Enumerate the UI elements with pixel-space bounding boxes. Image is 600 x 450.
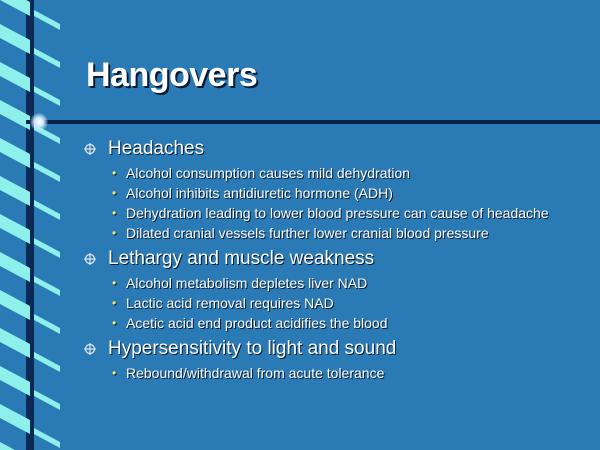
dot-icon: • bbox=[112, 166, 117, 180]
topic-label: Lethargy and muscle weakness bbox=[108, 248, 375, 269]
spiral-ring bbox=[0, 366, 30, 396]
spiral-ring bbox=[34, 86, 60, 106]
spiral-ring bbox=[0, 214, 30, 244]
spiral-ring bbox=[34, 48, 60, 68]
dot-icon: • bbox=[112, 316, 117, 330]
spiral-ring bbox=[0, 290, 30, 320]
list-item: • Alcohol inhibits antidiuretic hormone (ADH) bbox=[112, 185, 393, 201]
dot-icon: • bbox=[112, 296, 117, 310]
dot-icon: • bbox=[112, 206, 117, 220]
spiral-ring bbox=[0, 100, 30, 130]
spiral-ring bbox=[34, 162, 60, 182]
spiral-ring bbox=[34, 276, 60, 296]
spiral-ring bbox=[0, 404, 30, 434]
spiral-ring bbox=[34, 352, 60, 372]
spiral-ring bbox=[0, 0, 30, 16]
spiral-ring bbox=[34, 314, 60, 334]
slide-title: Hangovers bbox=[86, 56, 258, 94]
crosshair-circle-icon bbox=[84, 253, 96, 265]
spiral-ring bbox=[0, 138, 30, 168]
spiral-ring bbox=[0, 176, 30, 206]
crosshair-circle-icon bbox=[84, 143, 96, 155]
spiral-ring bbox=[0, 24, 30, 54]
spiral-ring bbox=[0, 252, 30, 282]
topic-lethargy bbox=[84, 246, 584, 272]
topic-headaches bbox=[84, 136, 584, 162]
title-underline-bar bbox=[26, 120, 600, 124]
topic-label: Headaches bbox=[108, 138, 205, 159]
spiral-ring bbox=[0, 328, 30, 358]
spiral-ring bbox=[34, 428, 60, 448]
list-item: • Lactic acid removal requires NAD bbox=[112, 295, 334, 311]
spiral-ring bbox=[0, 442, 30, 450]
sub-list bbox=[84, 275, 584, 332]
list-item: • Acetic acid end product acidifies the blood bbox=[112, 315, 388, 331]
spiral-ring bbox=[34, 238, 60, 258]
list-item: • Alcohol metabolism depletes liver NAD bbox=[112, 275, 368, 291]
dot-icon: • bbox=[112, 186, 117, 200]
dot-icon: • bbox=[112, 226, 117, 240]
dot-icon: • bbox=[112, 366, 117, 380]
spiral-ring bbox=[34, 10, 60, 30]
spiral-ring bbox=[0, 62, 30, 92]
spiral-ring bbox=[34, 200, 60, 220]
topic-hypersensitivity bbox=[84, 336, 584, 362]
list-item: • Alcohol consumption causes mild dehydration bbox=[112, 165, 411, 181]
spiral-ring bbox=[34, 390, 60, 410]
topic-label: Hypersensitivity to light and sound bbox=[108, 338, 397, 359]
title-bar-highlight bbox=[30, 113, 48, 131]
dot-icon: • bbox=[112, 276, 117, 290]
sub-list bbox=[84, 165, 584, 242]
sub-list bbox=[84, 365, 584, 382]
binder-spiral-decoration bbox=[0, 0, 70, 450]
crosshair-circle-icon bbox=[84, 343, 96, 355]
list-item: • Dehydration leading to lower blood pressure can cause of headache bbox=[112, 205, 549, 221]
slide-content bbox=[84, 136, 584, 386]
list-item: • Dilated cranial vessels further lower cranial blood pressure bbox=[112, 225, 489, 241]
list-item: • Rebound/withdrawal from acute tolerance bbox=[112, 365, 385, 381]
